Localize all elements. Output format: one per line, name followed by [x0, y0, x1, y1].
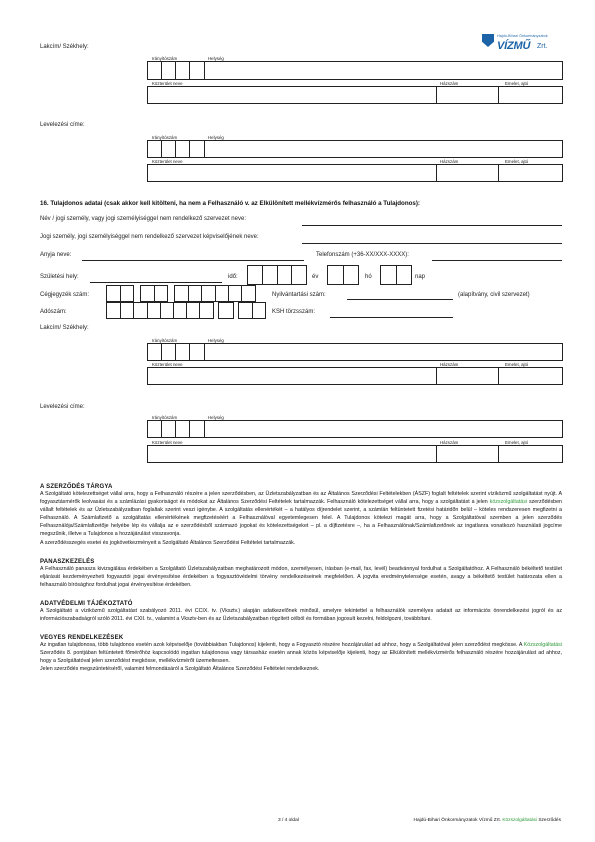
adoszam-box-3[interactable]	[238, 302, 266, 319]
top-lakcim-iranyitoszam-label: Irányítószám	[152, 56, 178, 61]
top-lakcim-emelet-label: Emelet, ajtó	[505, 81, 529, 86]
top-lev-emelet-label: Emelet, ajtó	[505, 159, 529, 164]
vegyes-paragraph-2: Jelen szerződés megszüntetéséről, valamint felmondásáról a Szolgáltató Általános Szerződési Feltételei rendelkeznek.	[40, 666, 320, 673]
panasz-title: PANASZKEZELÉS	[40, 558, 95, 565]
nev-line[interactable]	[302, 225, 562, 226]
top-levelezesi-row1[interactable]	[147, 140, 563, 158]
s16-lakcim-emelet-label: Emelet, ajtó	[505, 362, 529, 367]
nev-label: Név / jogi személy, vagy jogi személyiséggel nem rendelkező szervezet neve:	[40, 216, 246, 222]
vegyes-paragraph: Az ingatlan tulajdonosa, több tulajdonos esetén azok képviselője (továbbiakban Tulajdonos) kijelenti, hogy a Fogyasztó részére hozzájárulást ad ahhoz, hogy a Szolgáltatóval jelen szerződést megkösse. A Közszolgáltatási Szerződés 8. pontjában feltüntetett főmérőhöz kapcsolódó ingatlan tulajdonosa vagy társasház esetén annak közös képviselője kijelenti, hogy az Elkülönített mellékvízmérős felhasználó részére hozzájárulást ad ahhoz, hogy a Szolgáltatóval jelen szerződést megkösse, mellékvízmérőt üzemeltessen.	[40, 642, 562, 665]
targy-paragraph-2: A szerződésszegés esetei és jogkövetkezményeit a Szolgáltató Általános Szerződési Feltételei tartalmazzák.	[40, 539, 296, 546]
top-lev-helyseg-label: Helység	[208, 135, 224, 140]
top-lakcim-row1[interactable]	[147, 61, 563, 80]
footer-company: Hajdú-Bihari Önkormányzatok Vízmű Zrt. Közszolgáltatási Szerződés	[413, 818, 561, 823]
s16-lakcim-helyseg-label: Helység	[208, 338, 224, 343]
contract-terms	[40, 484, 562, 674]
ev-boxes[interactable]	[247, 265, 307, 285]
s16-lakcim-row1[interactable]	[147, 343, 563, 361]
kepviselo-label: Jogi személy, jogi személyiséggel nem rendelkező szervezet képviselőjének neve:	[40, 234, 259, 240]
s16-levelezesi-label: Levelezési címe:	[40, 404, 85, 410]
logo-emblem	[482, 34, 494, 47]
szuletesi-line[interactable]	[90, 282, 222, 283]
section16-title: 16. Tulajdonos adatai (csak akkor kell kitölteni, ha nem a Felhasználó v. az Elkülönített mellékvízmérős felhasználó a Tulajdonos):	[40, 200, 420, 207]
top-lakcim-kozterulet-label: Közterület neve	[152, 81, 183, 86]
s16-lakcim-hazszam-label: Házszám	[440, 362, 459, 367]
s16-lakcim-iranyitoszam-label: Irányítószám	[152, 338, 178, 343]
ido-label: idő:	[228, 274, 238, 280]
ksh-label: KSH törzsszám:	[272, 309, 316, 315]
company-logo	[482, 33, 564, 63]
top-levelezesi-label: Levelezési címe:	[40, 122, 85, 128]
top-levelezesi-row2[interactable]	[147, 164, 563, 182]
adoszam-box-1[interactable]	[106, 302, 214, 319]
nap-boxes[interactable]	[380, 265, 412, 285]
targy-title: A SZERZŐDÉS TÁRGYA	[40, 484, 113, 490]
s16-lakcim-label: Lakcím/ Székhely:	[40, 325, 89, 331]
adoszam-label: Adószám:	[40, 309, 67, 315]
targy-paragraph: A Szolgáltató kötelezettséget vállal arra, hogy a Felhasználó részére a jelen szerződésben, az Üzletszabályzatban és az Általános Szerződési Feltételekben (ÁSZF) foglalt feltételek szerint víziközmű szolgáltatást nyújt. A fogyasztásmérők leolvasási és a számlázási gyakoriságot és módokat az Általános Szerződési Feltételek tartalmazzák. Felhasználó kötelezettséget vállal arra, hogy a szolgáltatást a jelen közszolgáltatási szerződésben vállalt feltételek és az Üzletszabályzatban foglaltak szerint veszi igénybe. A szolgáltatás ellenértékét – a hatályos díjrendelet szerint, a számlán feltüntetett fizetési határidőn belül – köteles rendszeresen megfizetni a Felhasználó. A Számlafizető a szolgáltatás ellenértékének megfizetéséért a Felhasználóval egyetemlegesen felel. A Tulajdonos kötelezi magát arra, hogy a Szolgáltatóval szemben a jelen szerződés Felhasználója/Számlafizetője helyébe lép és vállalja az e szerződésből származó jogokat és kötelezettségeket – pl. a díjfizetésre –, ha a Felhasználónak/Számlafizetőnek az ingatlanra vonatkozó használati jogcíme megszűnik, illetve a Tulajdonos a hozzájárulást visszavonja.	[40, 491, 562, 538]
ksh-line[interactable]	[330, 317, 453, 318]
logo-small-text: Hajdú-Bihari Önkormányzatok	[497, 34, 548, 38]
panasz-paragraph: A Felhasználó panasza kivizsgálása érdekében a Szolgáltató Üzletszabályzatban meghatározott módon, személyesen, írásban (e-mail, fax, levél) beadvánnyal fordulhat a Szolgáltatóhoz. A Felhasználó békéltető testület eljárását kezdeményezheti fogyasztói jogai érvényesítése érdekében a fogyasztóvédelmi törvény rendelkezéseinek megfelelően. A jogvita eredménytelensége esetén, avagy a békéltető testület határozata ellen a felhasználó bírósághoz fordulhat jogai érvényesítése érdekében.	[40, 565, 562, 588]
top-lev-kozterulet-label: Közterület neve	[152, 159, 183, 164]
vegyes-title: VEGYES RENDELKEZÉSEK	[40, 635, 124, 642]
ev-label: év	[312, 274, 319, 280]
top-lakcim-row2[interactable]	[147, 86, 563, 104]
top-lakcim-helyseg-label: Helység	[208, 56, 224, 61]
top-lev-iranyitoszam-label: Irányítószám	[152, 135, 178, 140]
nyilvantartasi-line[interactable]	[347, 299, 453, 300]
top-lev-hazszam-label: Házszám	[440, 159, 459, 164]
telefon-label: Telefonszám (+36-XX/XXX-XXXX):	[316, 252, 409, 258]
ho-label: hó	[365, 274, 372, 280]
adat-paragraph: A Szolgáltató a víziközmű szolgáltatást szabályozó 2011. évi CCIX. tv. (Vksztv.) alapján adatkezelőnek minősül, amelyre tekintettel a felhasználók személyes adatait az információs önrendelkezési jogról és az információszabadságról szóló 2011. évi CXII. tv., valamint a Vksztv-ben és az Üzletszabályzatban rögzített célból és formában jogosult kezelni, feldolgozni, továbbítani.	[40, 607, 562, 623]
adat-title: ADATVÉDELMI TÁJÉKOZTATÓ	[40, 600, 133, 607]
kepviselo-line[interactable]	[302, 243, 562, 244]
s16-lev-hazszam-label: Házszám	[440, 440, 459, 445]
logo-suffix: Zrt.	[537, 43, 548, 50]
cegjegyzek-box-2[interactable]	[140, 285, 168, 302]
alapitvany-label: (alapítvány, civil szervezet)	[458, 292, 530, 298]
telefon-line[interactable]	[432, 260, 562, 261]
anyja-label: Anyja neve:	[40, 252, 72, 258]
cegjegyzek-label: Cégjegyzék szám:	[40, 292, 90, 298]
s16-levelezesi-row1[interactable]	[147, 420, 563, 438]
s16-lev-emelet-label: Emelet, ajtó	[505, 440, 529, 445]
logo-brand: VÍZMŰ	[497, 40, 531, 52]
ho-boxes[interactable]	[327, 265, 359, 285]
s16-lakcim-kozterulet-label: Közterület neve	[152, 362, 183, 367]
page-number: 3 / 4 oldal	[278, 818, 299, 823]
adoszam-box-2[interactable]	[218, 302, 234, 319]
s16-levelezesi-row2[interactable]	[147, 445, 563, 463]
top-lakcim-hazszam-label: Házszám	[440, 81, 459, 86]
s16-lev-kozterulet-label: Közterület neve	[152, 440, 183, 445]
top-lakcim-label: Lakcím/ Székhely:	[40, 44, 89, 50]
szuletesi-label: Születési hely:	[40, 274, 79, 280]
nyilvantartasi-label: Nyilvántartási szám:	[272, 292, 326, 298]
s16-lakcim-row2[interactable]	[147, 367, 563, 385]
s16-lev-helyseg-label: Helység	[208, 415, 224, 420]
cegjegyzek-box-1[interactable]	[106, 285, 134, 302]
s16-lev-iranyitoszam-label: Irányítószám	[152, 415, 178, 420]
cegjegyzek-box-3[interactable]	[174, 285, 256, 302]
nap-label: nap	[415, 274, 426, 280]
anyja-line[interactable]	[82, 260, 304, 261]
